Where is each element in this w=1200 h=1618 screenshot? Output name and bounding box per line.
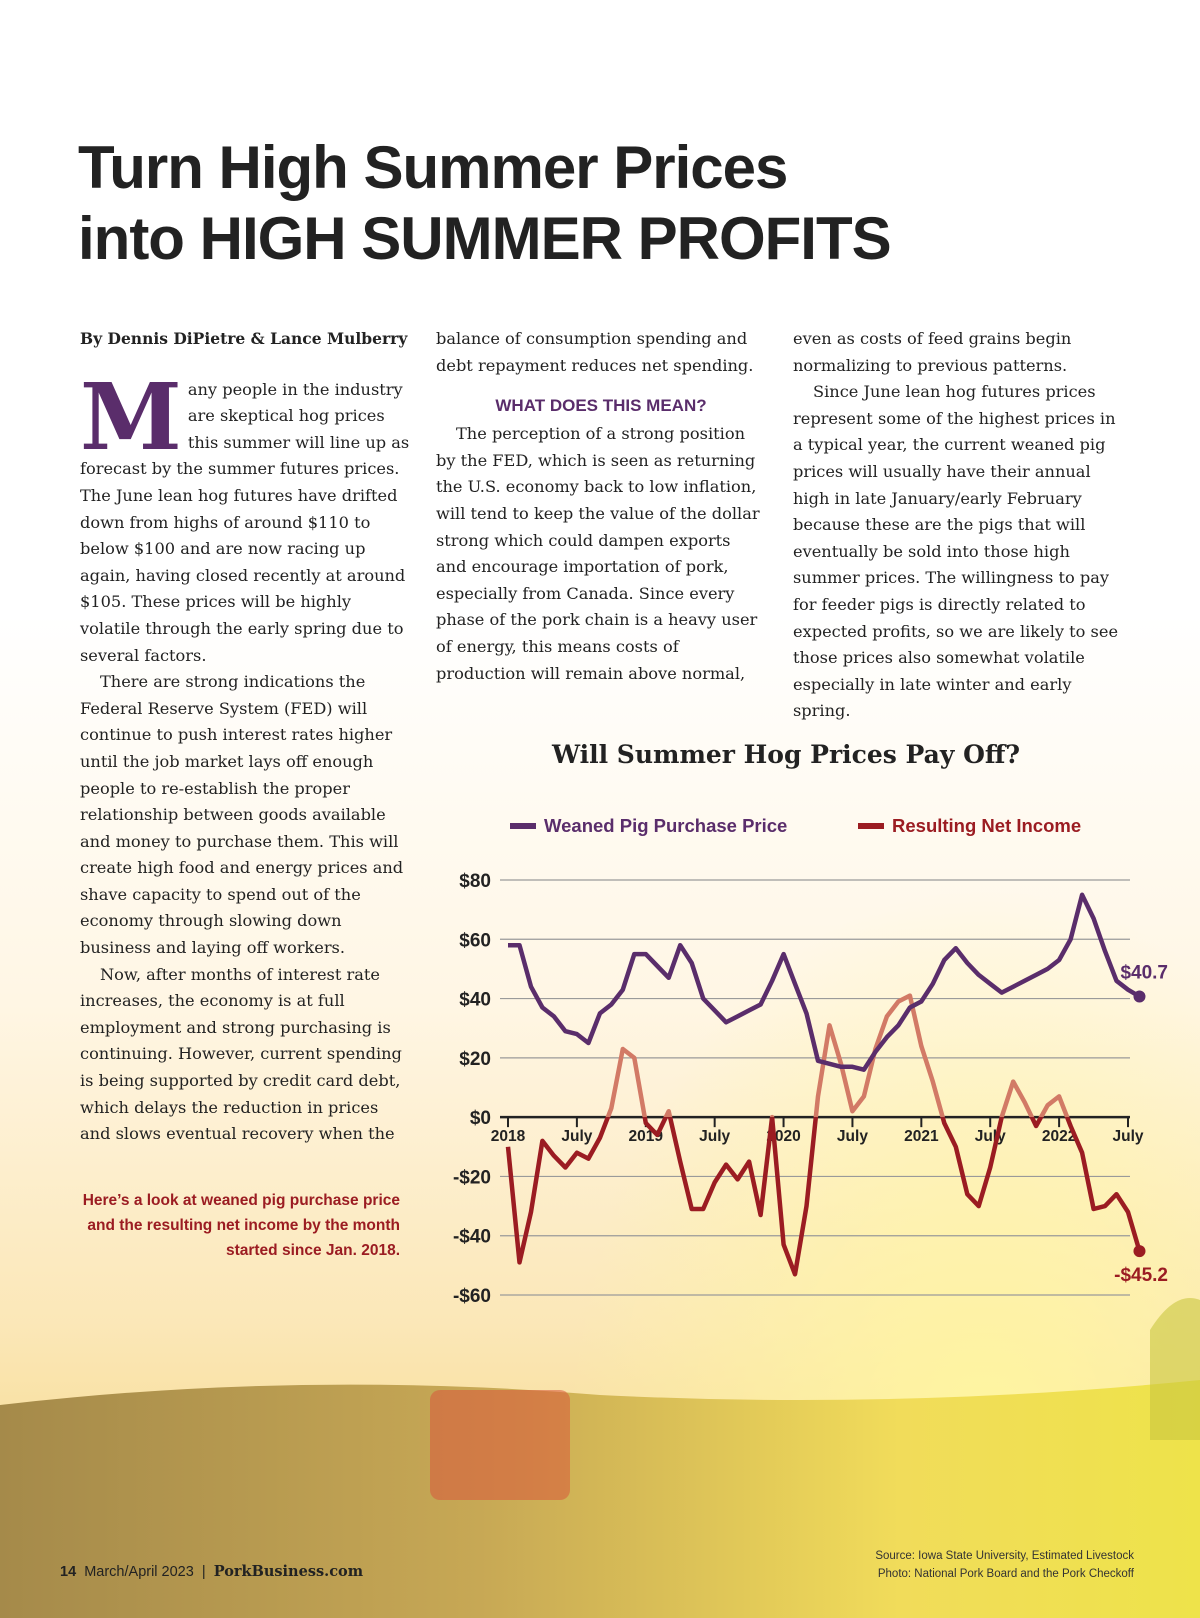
y-tick-label: $80 — [459, 871, 491, 892]
chart-title: Will Summer Hog Prices Pay Off? — [551, 740, 1021, 769]
x-tick-label: 2018 — [490, 1128, 526, 1146]
series-end-label: -$45.2 — [1114, 1265, 1168, 1287]
y-tick-label: -$40 — [452, 1226, 491, 1248]
section-subhead: WHAT DOES THIS MEAN? — [495, 396, 707, 416]
x-tick-label: July — [699, 1128, 731, 1146]
y-tick-label: $20 — [459, 1048, 491, 1070]
x-tick-label: 2022 — [1041, 1128, 1077, 1146]
paragraph: The perception of a strong position by the FED, which is seen as returning the U.S. economy back to low inflation, will tend to keep the value of the dollar strong which could dampen exports and encourage importation of pork, especially from Canada. Since every phase of the pork chain is a heavy user of energy, this means costs of production will remain above normal, — [436, 424, 760, 683]
photo-credit: Photo: National Pork Board and the Pork Checkoff — [877, 1568, 1134, 1580]
paragraph: There are strong indications the Federal Reserve System (FED) will continue to push interest rates higher until the job market lays off enough people to re-establish the proper relationship between goods available and money to purchase them. This will create high food and energy prices and shave capacity to spend out of the economy through slowing down business and laying off workers. — [80, 672, 404, 958]
x-tick-label: July — [836, 1128, 868, 1146]
y-tick-label: $40 — [459, 989, 491, 1011]
y-tick-label: $60 — [459, 930, 491, 952]
paragraph: even as costs of feed grains begin normalizing to previous patterns. — [793, 329, 1072, 375]
x-tick-label: 2020 — [766, 1128, 801, 1146]
x-tick-label: July — [1112, 1128, 1144, 1146]
x-tick-label: 2019 — [628, 1128, 664, 1146]
page-footer — [60, 1563, 363, 1580]
headline-line-1: Turn High Summer Prices — [78, 134, 788, 201]
series-end-point — [1133, 1245, 1145, 1257]
series-end-label: $40.7 — [1120, 962, 1168, 984]
page-number: 14 — [60, 1564, 77, 1580]
footer-separator: | — [201, 1564, 206, 1580]
series-end-point — [1133, 990, 1145, 1002]
source-credit — [875, 1547, 1134, 1583]
source-line: Source: Iowa State University, Estimated Livestock — [875, 1550, 1134, 1562]
headline-line-2: into HIGH SUMMER PROFITS — [78, 205, 891, 272]
x-tick-label: July — [561, 1128, 593, 1146]
chart-callout: Here’s a look at weaned pig purchase price and the resulting net income by the month started since Jan. 2018. — [82, 1192, 400, 1259]
paragraph: Since June lean hog futures prices represent some of the highest prices in a typical year, the current weaned pig prices will usually have their annual high in late January/early February because these are the pigs that will eventually be sold into those high summer prices. The willingness to pay for feeder pigs is directly related to expected profits, so we are likely to see those prices also somewhat volatile especially in late winter and early spring. — [793, 382, 1119, 721]
byline: By Dennis DiPietre & Lance Mulberry — [80, 329, 408, 348]
series-line-weaned-pig-price — [508, 895, 1140, 1070]
y-tick-label: $0 — [469, 1108, 491, 1130]
y-tick-label: -$20 — [452, 1167, 491, 1189]
paragraph: balance of consumption spending and debt repayment reduces net spending. — [436, 329, 754, 375]
x-tick-label: July — [974, 1128, 1006, 1146]
issue-date: March/April 2023 — [84, 1564, 194, 1580]
x-tick-label: 2021 — [904, 1128, 939, 1146]
legend-label: Resulting Net Income — [892, 815, 1082, 836]
y-tick-label: -$60 — [452, 1286, 491, 1307]
site-name: PorkBusiness.com — [213, 1563, 364, 1580]
paragraph-text: any people in the industry are skeptical hog prices this summer will line up as forecast by the summer futures prices. The June lean hog futures have drifted down from highs of around $110 to below $100 and are now racing up again, having closed recently at around $105. These prices will be highly volatile through the early spring due to several factors. — [80, 379, 410, 665]
legend-label: Weaned Pig Purchase Price — [544, 815, 788, 836]
drop-cap: M — [80, 362, 182, 471]
paragraph: Now, after months of interest rate increases, the economy is at full employment and strong purchasing is continuing. However, current spending is being supported by credit card debt, which delays the reduction in prices and slows eventual recovery when the — [80, 964, 402, 1144]
